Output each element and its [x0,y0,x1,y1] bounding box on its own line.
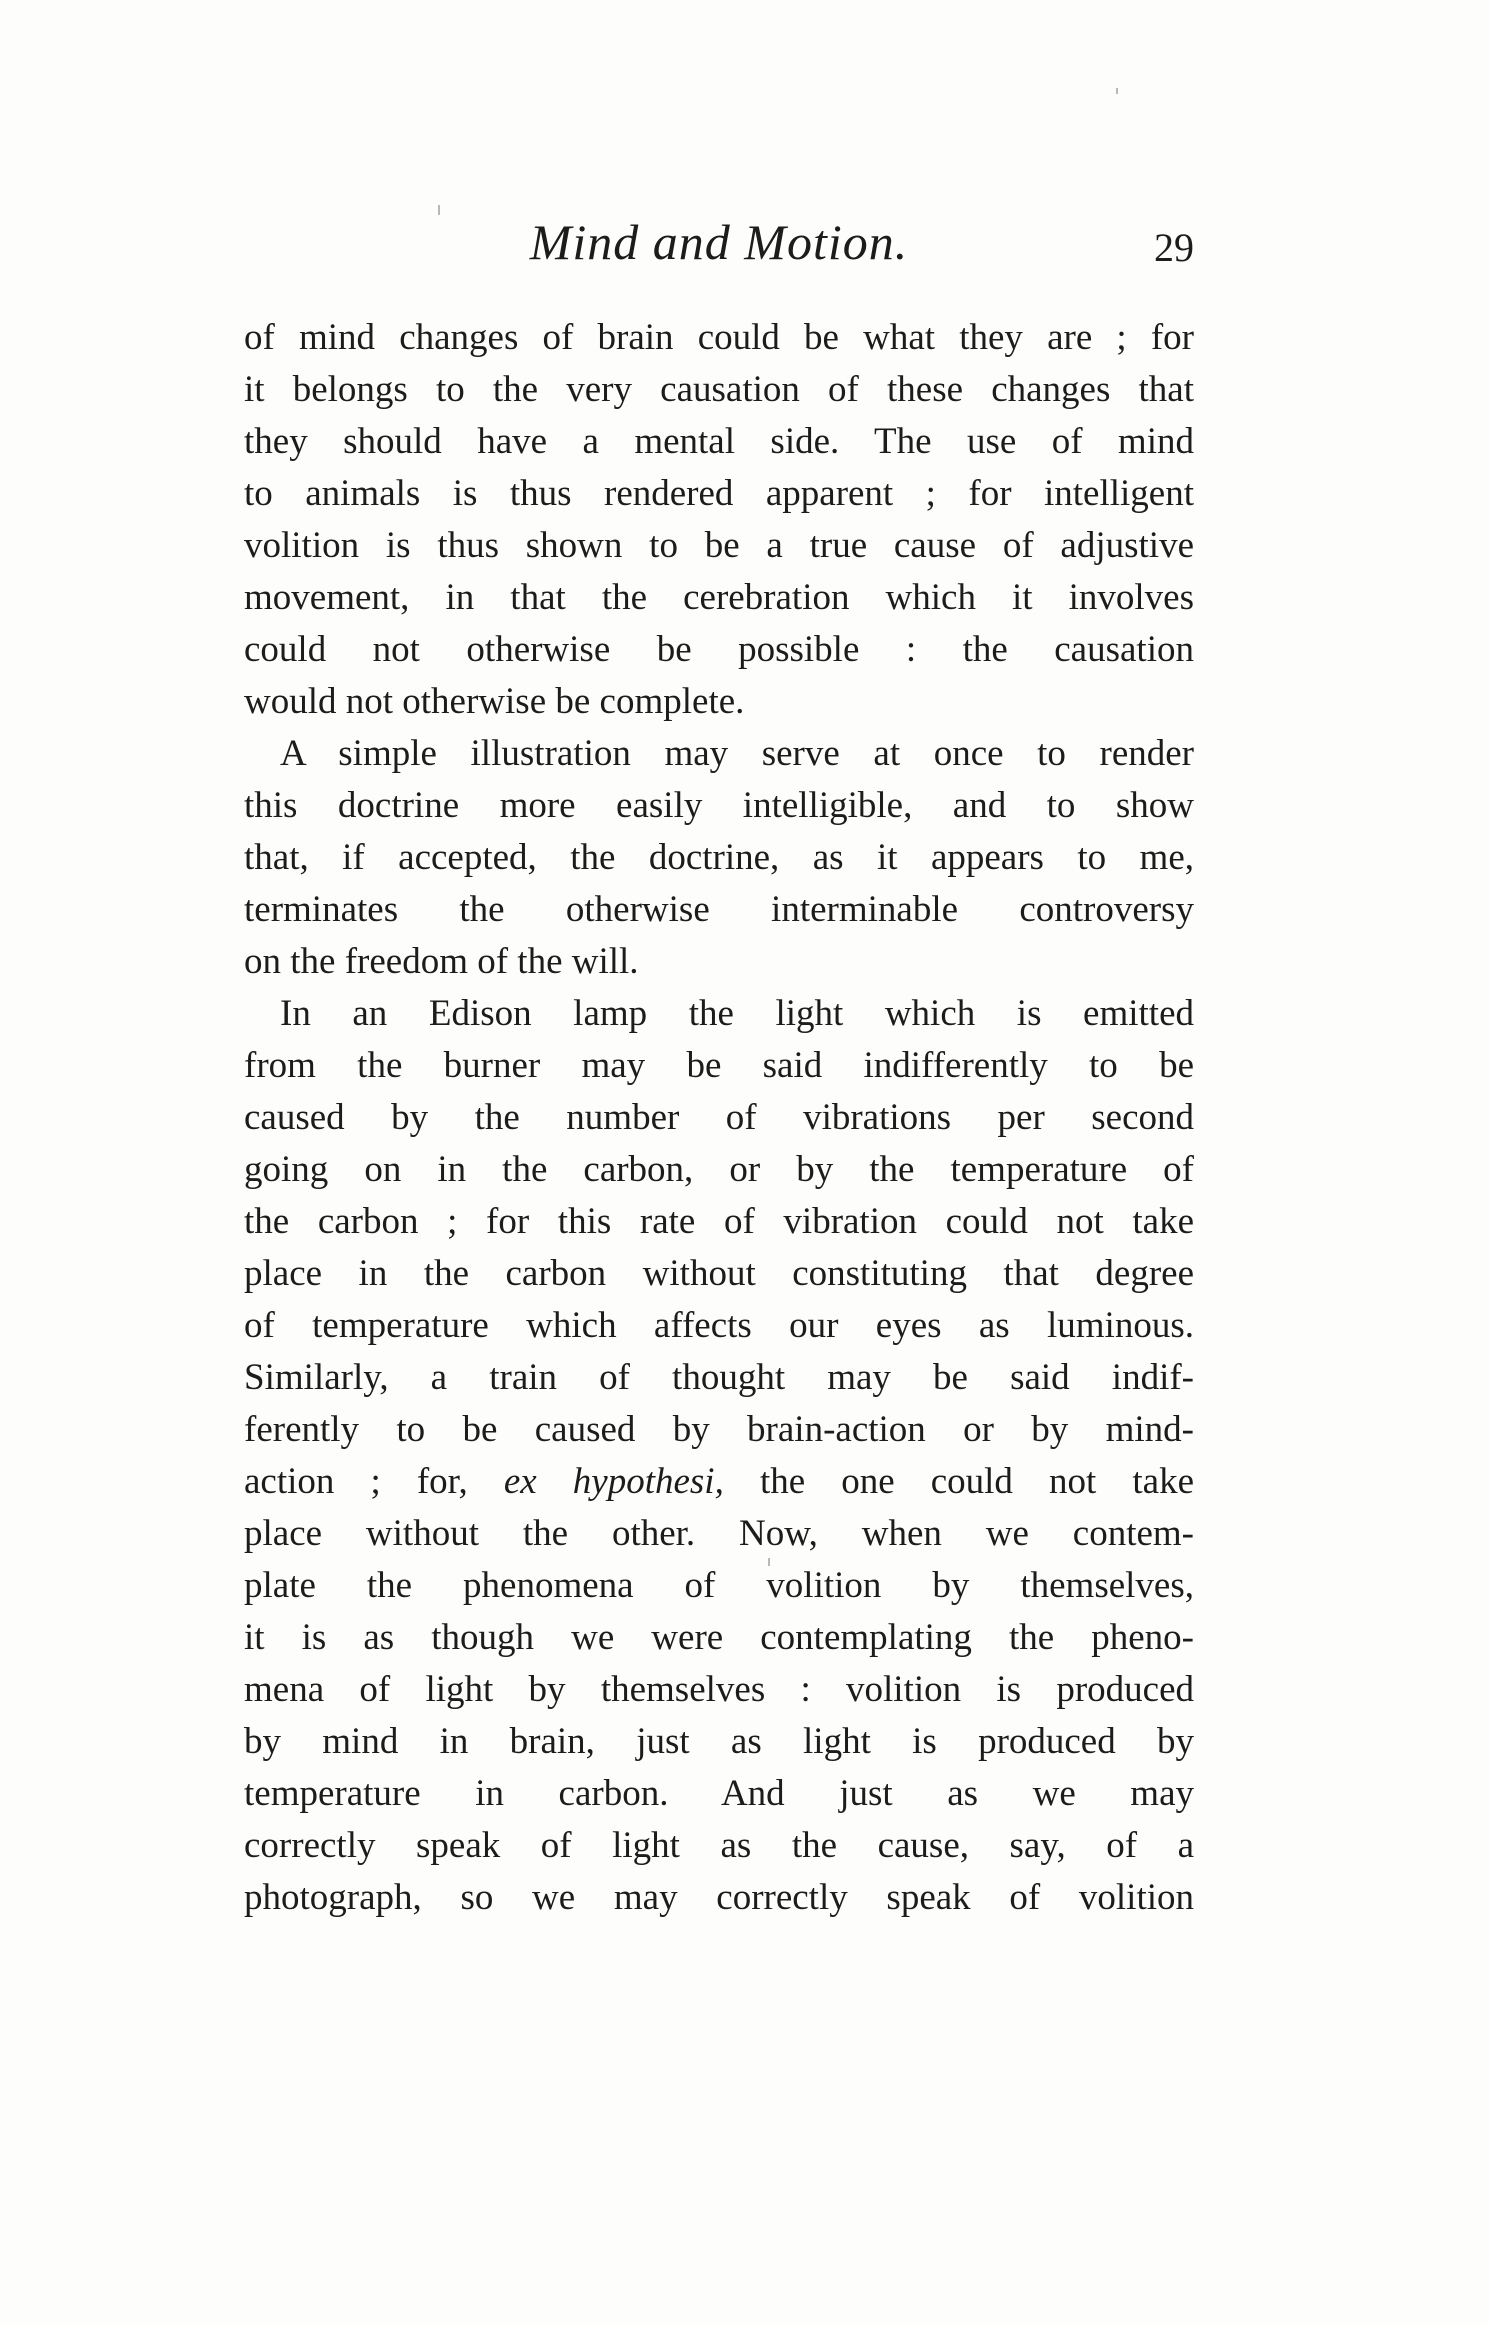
text-line: to animals is thus rendered apparent ; for intelligent [244,473,1194,514]
text-line: it belongs to the very causation of these changes that [244,369,1194,410]
text-line: by mind in brain, just as light is produced by [244,1721,1194,1762]
text-line-with-italic [244,1456,1194,1508]
italic-phrase: ex hypothesi, [503,1461,724,1502]
text-line: place without the other. Now, when we contem- [244,1513,1194,1554]
text-line: terminates the otherwise interminable controversy [244,889,1194,930]
text-line: would not otherwise be complete. [244,681,745,722]
text-line: ferently to be caused by brain-action or by mind- [244,1409,1194,1450]
text-line: mena of light by themselves : volition is produced [244,1669,1194,1710]
text-line: of temperature which affects our eyes as luminous. [244,1305,1194,1346]
text-line: temperature in carbon. And just as we may [244,1773,1194,1814]
text-line: plate the phenomena of volition by themselves, [244,1565,1194,1606]
text-line: on the freedom of the will. [244,941,639,982]
text-line: that, if accepted, the doctrine, as it appears to me, [244,837,1194,878]
page-number: 29 [1154,225,1194,270]
text-line: the carbon ; for this rate of vibration could not take [244,1201,1194,1242]
text-line: place in the carbon without constituting that degree [244,1253,1194,1294]
text-line: from the burner may be said indifferently to be [244,1045,1194,1086]
text-line: In an Edison lamp the light which is emitted [280,993,1194,1034]
text-line: this doctrine more easily intelligible, and to show [244,785,1194,826]
text-segment: the one could not take [759,1461,1194,1502]
text-line: could not otherwise be possible : the causation [244,629,1194,670]
text-segment: action ; for, [244,1461,468,1502]
text-line: movement, in that the cerebration which it involves [244,577,1194,618]
text-line: going on in the carbon, or by the temperature of [244,1149,1194,1190]
text-line: A simple illustration may serve at once to render [280,733,1194,774]
text-line: of mind changes of brain could be what they are ; for [244,317,1194,358]
text-line: they should have a mental side. The use of mind [244,421,1194,462]
body-text [244,312,1194,1924]
paper-speck [1116,88,1118,94]
running-title: Mind and Motion. [529,214,909,270]
text-line: it is as though we were contemplating the pheno- [244,1617,1194,1658]
text-line: correctly speak of light as the cause, say, of a [244,1825,1194,1866]
text-line: photograph, so we may correctly speak of volition [244,1877,1194,1918]
text-line: Similarly, a train of thought may be said indif- [244,1357,1194,1398]
running-head [244,212,1194,282]
text-line: volition is thus shown to be a true cause of adjustive [244,525,1194,566]
text-line: caused by the number of vibrations per second [244,1097,1194,1138]
